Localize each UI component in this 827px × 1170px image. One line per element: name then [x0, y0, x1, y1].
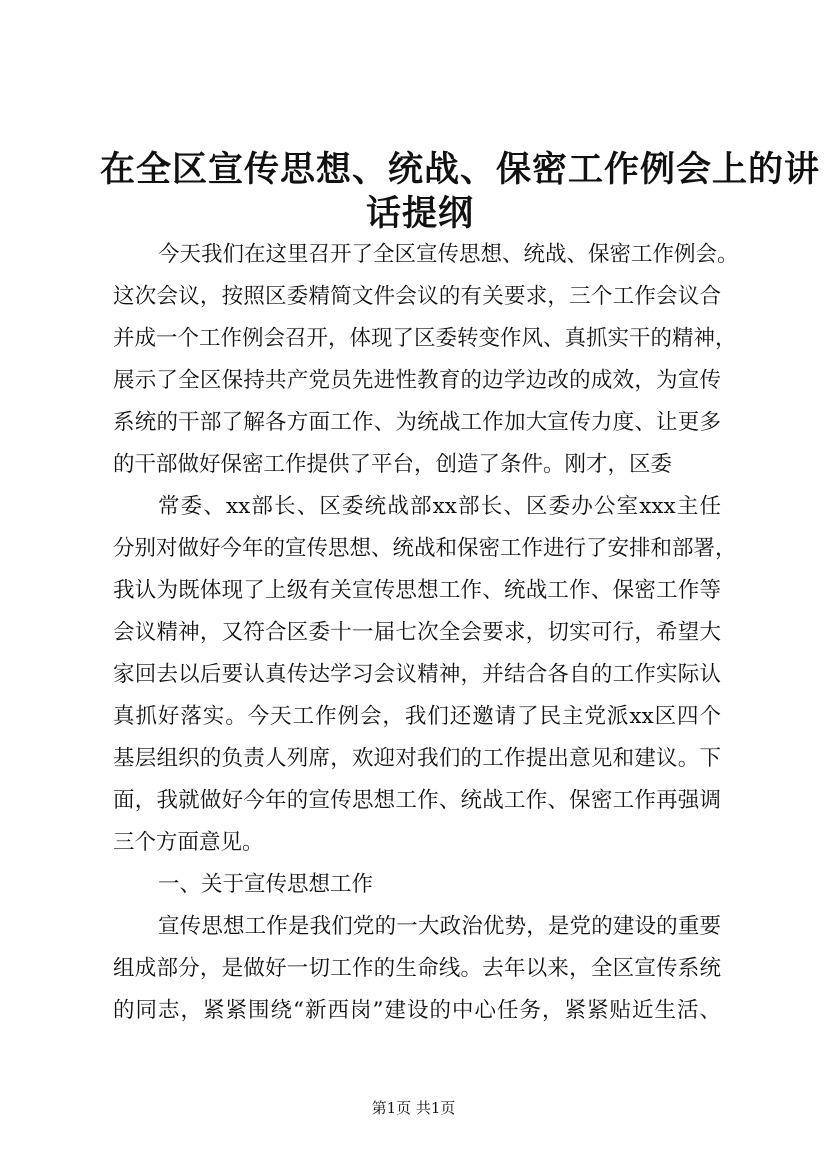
body-line: 基层组织的负责人列席，欢迎对我们的工作提出意见和建议。下: [113, 746, 721, 771]
body-line: 我认为既体现了上级有关宣传思想工作、统战工作、保密工作等: [113, 578, 721, 603]
body-line: 的同志，紧紧围绕“新西岗”建设的中心任务，紧紧贴近生活、: [113, 998, 721, 1023]
body-line: 会议精神，又符合区委十一届七次全会要求，切实可行，希望大: [113, 620, 721, 645]
body-line: 的干部做好保密工作提供了平台，创造了条件。刚才，区委: [113, 452, 673, 477]
page-number-footer: 第1页 共1页: [371, 1099, 456, 1117]
body-line: 分别对做好今年的宣传思想、统战和保密工作进行了安排和部署，: [113, 536, 737, 561]
body-line: 三个方面意见。: [113, 830, 264, 855]
body-line: 宣传思想工作是我们党的一大政治优势，是党的建设的重要: [158, 914, 721, 939]
document-title-line-1: 在全区宣传思想、统战、保密工作例会上的讲: [100, 149, 821, 190]
body-line: 面，我就做好今年的宣传思想工作、统战工作、保密工作再强调: [113, 788, 721, 813]
body-line: 系统的干部了解各方面工作、为统战工作加大宣传力度、让更多: [113, 410, 721, 435]
body-line: 真抓好落实。今天工作例会，我们还邀请了民主党派xx区四个: [113, 704, 721, 729]
body-line: 并成一个工作例会召开，体现了区委转变作风、真抓实干的精神，: [113, 326, 737, 351]
section-heading: 一、关于宣传思想工作: [158, 872, 374, 897]
body-line: 组成部分，是做好一切工作的生命线。去年以来，全区宣传系统: [113, 956, 721, 981]
body-line: 今天我们在这里召开了全区宣传思想、统战、保密工作例会。: [158, 242, 739, 267]
body-line: 家回去以后要认真传达学习会议精神，并结合各自的工作实际认: [113, 662, 721, 687]
body-line: 展示了全区保持共产党员先进性教育的边学边改的成效，为宣传: [113, 368, 721, 393]
body-line: 常委、xx部长、区委统战部xx部长、区委办公室xxx主任: [158, 494, 721, 519]
document-title-line-2: 话提纲: [365, 193, 474, 234]
body-line: 这次会议，按照区委精简文件会议的有关要求，三个工作会议合: [113, 284, 721, 309]
